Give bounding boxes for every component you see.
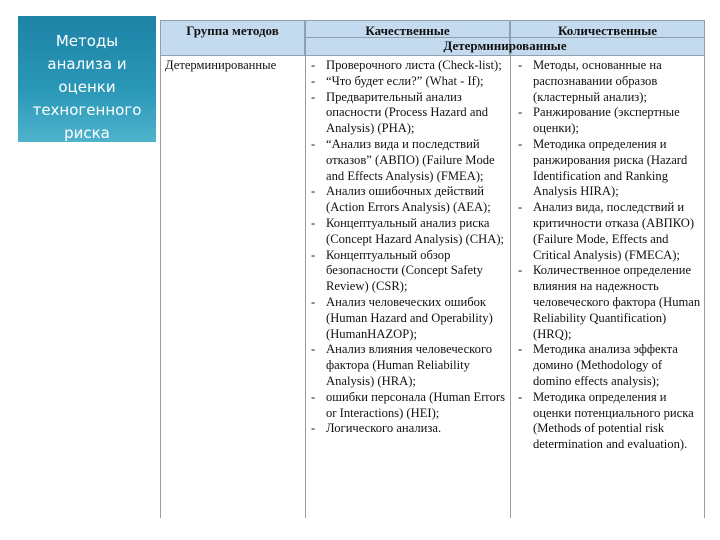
list-item: - Логического анализа.	[308, 421, 506, 437]
column-divider	[510, 56, 511, 518]
list-item: - Анализ вида, последствий и критичности отказа (АВПКО) (Failure Mode, Effects and Critical Analysis) (FMECA);	[515, 200, 703, 263]
column-divider	[704, 56, 705, 518]
quantitative-list	[515, 58, 703, 453]
methods-table	[160, 20, 705, 518]
slide-title-line: Методы	[55, 32, 119, 50]
list-item: - “Анализ вида и последствий отказов” (АВПО) (Failure Mode and Effects Analysis) (FMEA);	[308, 137, 506, 184]
list-item: - Анализ человеческих ошибок (Human Hazard and Operability) (HumanHAZOP);	[308, 295, 506, 342]
list-item: - Количественное определение влияния на надежность человеческого фактора (Human Reliability Quantification) (HRQ);	[515, 263, 703, 342]
list-item: - Концептуальный анализ риска (Concept Hazard Analysis) (CHA);	[308, 216, 506, 248]
list-item: - Проверочного листа (Check-list);	[308, 58, 506, 74]
header-label: Качественные	[365, 23, 450, 38]
header-group-methods	[160, 20, 305, 56]
header-label: Количественные	[558, 23, 657, 38]
column-divider	[160, 56, 161, 518]
list-item: - Анализ влияния человеческого фактора (Human Reliability Analysis) (HRA);	[308, 342, 506, 389]
slide-title-line: риска	[64, 124, 110, 142]
header-label: Группа методов	[186, 23, 279, 38]
list-item: - “Что будет если?” (What - If);	[308, 74, 506, 90]
group-cell: Детерминированные	[165, 58, 277, 72]
slide-title-line: анализа и	[47, 55, 127, 73]
list-item: - Методика анализа эффекта домино (Methodology of domino effects analysis);	[515, 342, 703, 389]
list-item: - ошибки персонала (Human Errors or Interactions) (HEI);	[308, 390, 506, 422]
list-item: - Концептуальный обзор безопасности (Concept Safety Review) (CSR);	[308, 248, 506, 295]
list-item: - Ранжирование (экспертные оценки);	[515, 105, 703, 137]
qualitative-list	[308, 58, 506, 437]
list-item: - Методика определения и оценки потенциального риска (Methods of potential risk determination and evaluation).	[515, 390, 703, 453]
list-item: - Методы, основанные на распознавании образов (кластерный анализ);	[515, 58, 703, 105]
column-divider	[305, 56, 306, 518]
list-item: - Методика определения и ранжирования риска (Hazard Identification and Ranking Analysis HIRA);	[515, 137, 703, 200]
subheader-deterministic: Детерминированные	[305, 37, 705, 55]
slide-title	[18, 30, 156, 142]
list-item: - Анализ ошибочных действий (Action Errors Analysis) (AEA);	[308, 184, 506, 216]
slide-title-line: оценки	[58, 78, 116, 96]
side-title-panel	[18, 16, 156, 142]
list-item: - Предварительный анализ опасности (Process Hazard and Analysis) (PHA);	[308, 90, 506, 137]
slide-title-line: техногенного	[32, 101, 142, 119]
